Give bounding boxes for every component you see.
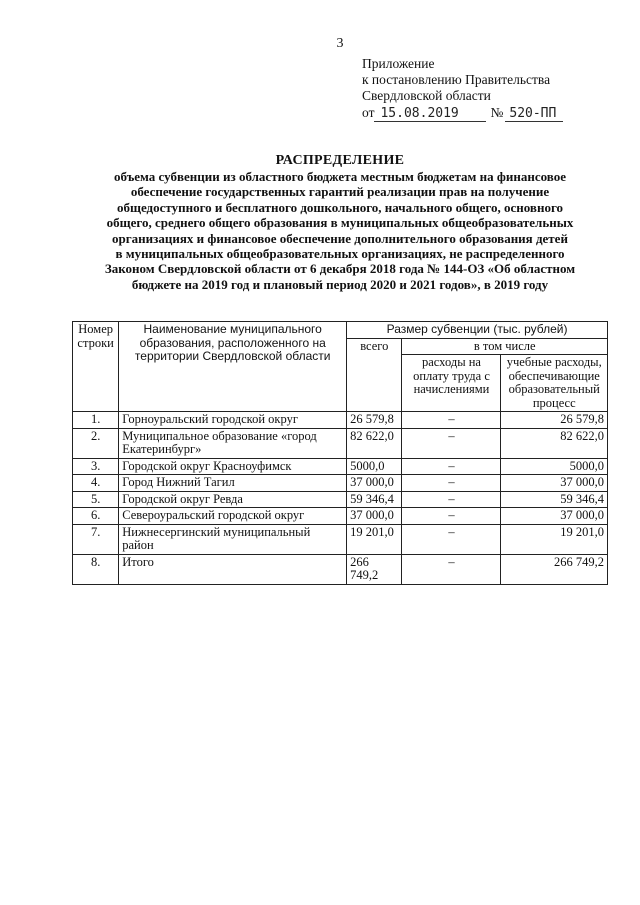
row-municipality: Городской округ Ревда — [119, 491, 347, 508]
table-row — [73, 428, 608, 458]
row-number: 7. — [73, 524, 119, 554]
row-total: 19 201,0 — [347, 524, 402, 554]
row-number: 5. — [73, 491, 119, 508]
row-labor: – — [402, 491, 501, 508]
row-number: 8. — [73, 554, 119, 584]
row-education: 5000,0 — [501, 458, 608, 475]
row-total: 82 622,0 — [347, 428, 402, 458]
table-row — [73, 475, 608, 492]
row-labor: – — [402, 508, 501, 525]
row-education: 19 201,0 — [501, 524, 608, 554]
row-municipality: Североуральский городской округ — [119, 508, 347, 525]
header-total: всего — [347, 338, 402, 412]
header-labor-costs: расходы на оплату труда с начислениями — [402, 355, 501, 412]
row-labor: – — [402, 428, 501, 458]
row-total: 37 000,0 — [347, 475, 402, 492]
appendix-line-3: Свердловской области — [362, 88, 491, 103]
table-row — [73, 458, 608, 475]
table-row — [73, 412, 608, 429]
row-municipality: Горноуральский городской округ — [119, 412, 347, 429]
row-number: 3. — [73, 458, 119, 475]
row-labor: – — [402, 475, 501, 492]
subtitle-line: общедоступного и бесплатного дошкольного, начального общего, основного — [116, 199, 564, 215]
row-municipality: Нижнесергинский муниципальный район — [119, 524, 347, 554]
subtitle-line: объема субвенции из областного бюджета местным бюджетам на финансовое — [114, 169, 566, 184]
appendix-block — [362, 56, 563, 122]
row-total: 37 000,0 — [347, 508, 402, 525]
row-municipality: Городской округ Красноуфимск — [119, 458, 347, 475]
row-municipality: Муниципальное образование «город Екатеринбург» — [119, 428, 347, 458]
document-heading — [70, 152, 610, 292]
header-municipality-name: Наименование муниципального образования, расположенного на территории Свердловской области — [119, 322, 347, 412]
page-number: 3 — [336, 36, 344, 51]
appendix-line-1: Приложение — [362, 56, 435, 71]
subtitle-line: в муниципальных общеобразовательных организациях, не распределенного — [115, 246, 565, 262]
row-total: 5000,0 — [347, 458, 402, 475]
row-number: 2. — [73, 428, 119, 458]
row-municipality: Город Нижний Тагил — [119, 475, 347, 492]
row-labor: – — [402, 524, 501, 554]
row-education: 59 346,4 — [501, 491, 608, 508]
row-education: 266 749,2 — [501, 554, 608, 584]
subtitle-line: организациях и финансовое обеспечение дополнительного образования детей — [112, 230, 568, 246]
table-row — [73, 491, 608, 508]
handwritten-number: 520-ПП — [505, 107, 563, 122]
table-row — [73, 524, 608, 554]
row-total: 266 749,2 — [347, 554, 402, 584]
table-row-total — [73, 554, 608, 584]
appendix-line-2: к постановлению Правительства — [362, 72, 551, 87]
handwritten-date: 15.08.2019 — [374, 107, 486, 122]
appendix-date-line — [362, 105, 563, 122]
header-including: в том числе — [402, 338, 608, 355]
row-education: 82 622,0 — [501, 428, 608, 458]
row-labor: – — [402, 412, 501, 429]
header-subvention-amount: Размер субвенции (тыс. рублей) — [347, 322, 608, 339]
row-education: 26 579,8 — [501, 412, 608, 429]
row-total: 59 346,4 — [347, 491, 402, 508]
header-row-number: Номер строки — [73, 322, 119, 412]
subtitle-line: бюджете на 2019 год и плановый период 2020 и 2021 годов», в 2019 году — [131, 276, 549, 292]
date-prefix: от — [362, 105, 375, 120]
document-title: РАСПРЕДЕЛЕНИЕ — [275, 153, 405, 168]
row-labor: – — [402, 554, 501, 584]
row-education: 37 000,0 — [501, 508, 608, 525]
subtitle-line: Законом Свердловской области от 6 декабря 2018 года № 144-ОЗ «Об областном — [104, 261, 576, 277]
row-number: 6. — [73, 508, 119, 525]
subtitle-line: общего, среднего общего образования в муниципальных общеобразовательных — [106, 215, 574, 231]
header-education-costs: учебные расходы, обеспечивающие образовательный процесс — [501, 355, 608, 412]
row-municipality: Итого — [119, 554, 347, 584]
table-row — [73, 508, 608, 525]
subtitle-line: обеспечение государственных гарантий реализации прав на получение — [130, 184, 550, 200]
row-total: 26 579,8 — [347, 412, 402, 429]
subvention-table — [72, 321, 608, 585]
row-number: 1. — [73, 412, 119, 429]
document-subtitle — [70, 169, 610, 292]
row-education: 37 000,0 — [501, 475, 608, 492]
row-number: 4. — [73, 475, 119, 492]
number-sign: № — [490, 105, 504, 120]
row-labor: – — [402, 458, 501, 475]
